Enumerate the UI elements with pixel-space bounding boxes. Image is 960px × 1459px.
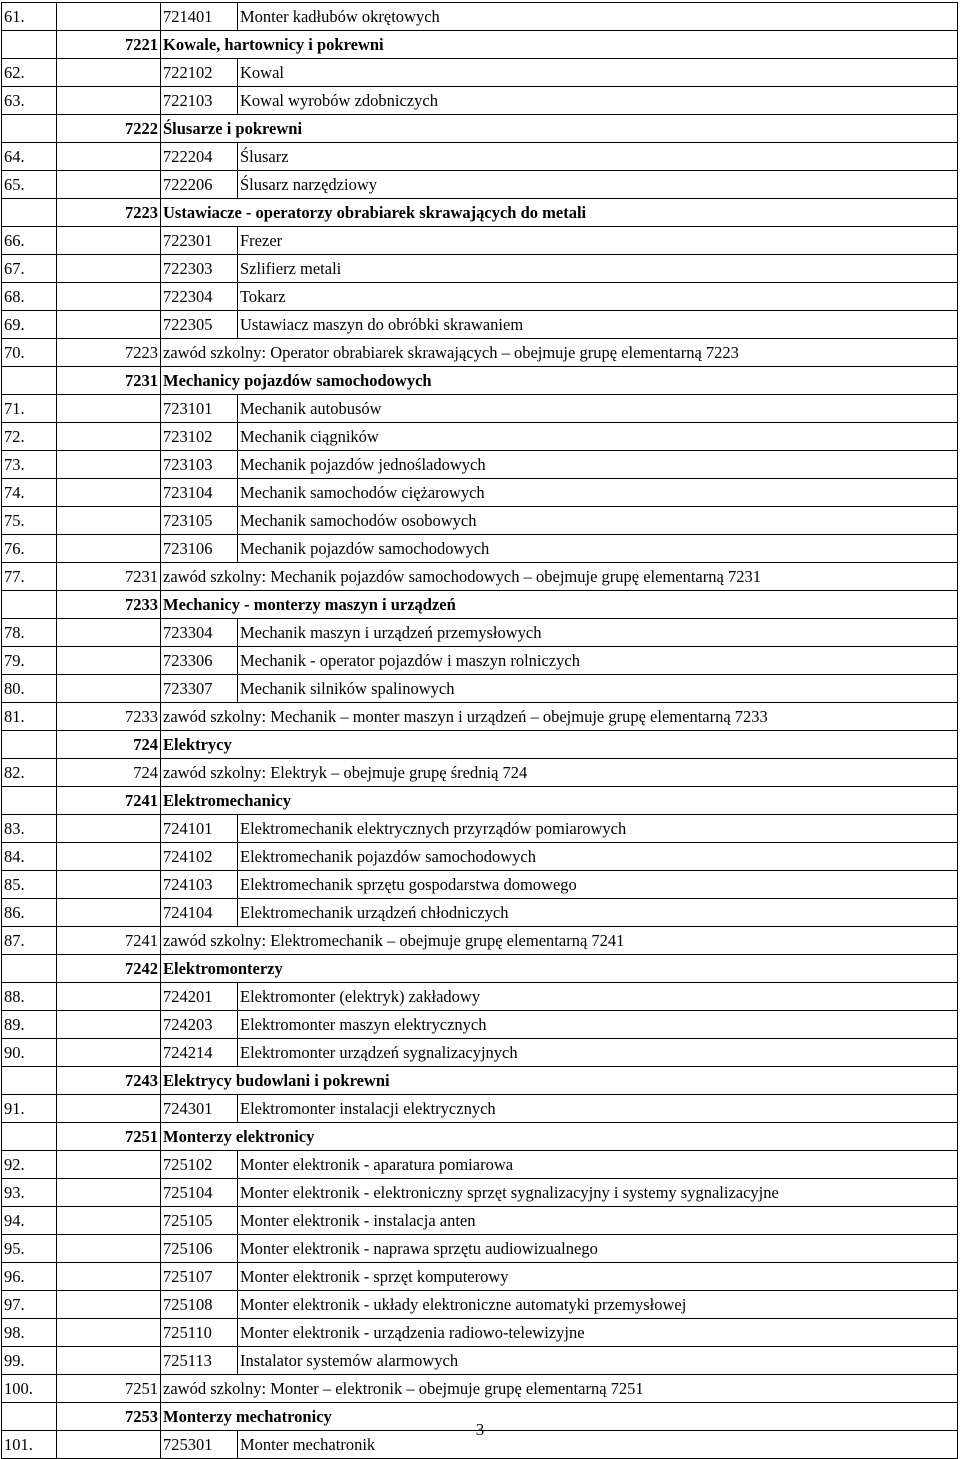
occupation-name-cell: Szlifierz metali bbox=[238, 255, 958, 283]
spacer-cell bbox=[57, 1207, 161, 1235]
occupation-row bbox=[2, 1207, 958, 1235]
occupation-name-cell: Elektromonter urządzeń sygnalizacyjnych bbox=[238, 1039, 958, 1067]
occupation-name-cell: Mechanik autobusów bbox=[238, 395, 958, 423]
occupation-name-cell: Elektromechanik urządzeń chłodniczych bbox=[238, 899, 958, 927]
occupation-row bbox=[2, 3, 958, 31]
occupation-name-cell: Mechanik maszyn i urządzeń przemysłowych bbox=[238, 619, 958, 647]
occupation-code-cell: 725110 bbox=[161, 1319, 238, 1347]
row-number-cell: 78. bbox=[2, 619, 57, 647]
group-header-row bbox=[2, 731, 958, 759]
row-number-cell: 62. bbox=[2, 59, 57, 87]
occupation-row bbox=[2, 647, 958, 675]
spacer-cell bbox=[57, 227, 161, 255]
row-number-cell: 89. bbox=[2, 1011, 57, 1039]
occupation-row bbox=[2, 1235, 958, 1263]
occupation-row bbox=[2, 255, 958, 283]
occupation-code-cell: 722305 bbox=[161, 311, 238, 339]
group-header-row bbox=[2, 787, 958, 815]
occupation-row bbox=[2, 1095, 958, 1123]
row-number-cell: 63. bbox=[2, 87, 57, 115]
spacer-cell bbox=[57, 1011, 161, 1039]
row-number-cell: 71. bbox=[2, 395, 57, 423]
row-number-cell: 67. bbox=[2, 255, 57, 283]
school-occupation-row bbox=[2, 927, 958, 955]
occupation-row bbox=[2, 311, 958, 339]
group-header-row bbox=[2, 591, 958, 619]
spacer-cell bbox=[57, 983, 161, 1011]
group-header-row bbox=[2, 955, 958, 983]
group-code-cell: 7222 bbox=[57, 115, 161, 143]
occupation-name-cell: Mechanik pojazdów jednośladowych bbox=[238, 451, 958, 479]
spacer-cell bbox=[57, 1235, 161, 1263]
group-code-cell: 7241 bbox=[57, 927, 161, 955]
occupation-name-cell: zawód szkolny: Monter – elektronik – obejmuje grupę elementarną 7251 bbox=[161, 1375, 958, 1403]
occupation-name-cell: Ślusarz narzędziowy bbox=[238, 171, 958, 199]
occupation-code-cell: 724101 bbox=[161, 815, 238, 843]
row-number-cell: 94. bbox=[2, 1207, 57, 1235]
spacer-cell bbox=[57, 451, 161, 479]
occupation-code-cell: 723103 bbox=[161, 451, 238, 479]
occupation-code-cell: 721401 bbox=[161, 3, 238, 31]
occupation-row bbox=[2, 1151, 958, 1179]
spacer-cell bbox=[57, 619, 161, 647]
occupation-code-cell: 722303 bbox=[161, 255, 238, 283]
row-number-cell: 73. bbox=[2, 451, 57, 479]
spacer-cell bbox=[57, 1179, 161, 1207]
row-number-cell: 79. bbox=[2, 647, 57, 675]
group-name-cell: Elektromechanicy bbox=[161, 787, 958, 815]
group-code-cell: 7241 bbox=[57, 787, 161, 815]
spacer-cell bbox=[57, 1095, 161, 1123]
occupation-row bbox=[2, 87, 958, 115]
group-name-cell: Ślusarze i pokrewni bbox=[161, 115, 958, 143]
row-number-cell: 70. bbox=[2, 339, 57, 367]
occupation-code-cell: 724203 bbox=[161, 1011, 238, 1039]
row-number-cell bbox=[2, 955, 57, 983]
occupation-code-cell: 725104 bbox=[161, 1179, 238, 1207]
spacer-cell bbox=[57, 143, 161, 171]
row-number-cell: 88. bbox=[2, 983, 57, 1011]
occupation-name-cell: Instalator systemów alarmowych bbox=[238, 1347, 958, 1375]
occupation-row bbox=[2, 1291, 958, 1319]
group-header-row bbox=[2, 367, 958, 395]
occupation-name-cell: Mechanik pojazdów samochodowych bbox=[238, 535, 958, 563]
occupation-name-cell: zawód szkolny: Elektromechanik – obejmuje grupę elementarną 7241 bbox=[161, 927, 958, 955]
school-occupation-row bbox=[2, 1375, 958, 1403]
occupation-code-cell: 724301 bbox=[161, 1095, 238, 1123]
spacer-cell bbox=[57, 507, 161, 535]
row-number-cell: 96. bbox=[2, 1263, 57, 1291]
row-number-cell: 98. bbox=[2, 1319, 57, 1347]
occupation-row bbox=[2, 899, 958, 927]
occupation-code-cell: 724201 bbox=[161, 983, 238, 1011]
occupation-name-cell: zawód szkolny: Mechanik – monter maszyn i urządzeń – obejmuje grupę elementarną 7233 bbox=[161, 703, 958, 731]
group-code-cell: 724 bbox=[57, 731, 161, 759]
group-code-cell: 7221 bbox=[57, 31, 161, 59]
occupation-code-cell: 723102 bbox=[161, 423, 238, 451]
group-name-cell: Mechanicy - monterzy maszyn i urządzeń bbox=[161, 591, 958, 619]
spacer-cell bbox=[57, 1151, 161, 1179]
group-header-row bbox=[2, 1123, 958, 1151]
occupation-code-cell: 725113 bbox=[161, 1347, 238, 1375]
row-number-cell: 65. bbox=[2, 171, 57, 199]
occupation-row bbox=[2, 395, 958, 423]
occupation-row bbox=[2, 619, 958, 647]
occupation-code-cell: 724103 bbox=[161, 871, 238, 899]
group-name-cell: Mechanicy pojazdów samochodowych bbox=[161, 367, 958, 395]
spacer-cell bbox=[57, 283, 161, 311]
group-header-row bbox=[2, 31, 958, 59]
occupation-code-cell: 723104 bbox=[161, 479, 238, 507]
spacer-cell bbox=[57, 255, 161, 283]
row-number-cell bbox=[2, 591, 57, 619]
row-number-cell: 91. bbox=[2, 1095, 57, 1123]
group-header-row bbox=[2, 1067, 958, 1095]
occupation-name-cell: Ślusarz bbox=[238, 143, 958, 171]
spacer-cell bbox=[57, 1039, 161, 1067]
spacer-cell bbox=[57, 479, 161, 507]
row-number-cell bbox=[2, 31, 57, 59]
row-number-cell: 77. bbox=[2, 563, 57, 591]
school-occupation-row bbox=[2, 563, 958, 591]
occupation-name-cell: Mechanik ciągników bbox=[238, 423, 958, 451]
occupation-row bbox=[2, 815, 958, 843]
occupation-code-cell: 722103 bbox=[161, 87, 238, 115]
occupation-row bbox=[2, 507, 958, 535]
row-number-cell bbox=[2, 367, 57, 395]
occupation-name-cell: Kowal bbox=[238, 59, 958, 87]
group-name-cell: Ustawiacze - operatorzy obrabiarek skrawających do metali bbox=[161, 199, 958, 227]
occupation-row bbox=[2, 1319, 958, 1347]
occupation-name-cell: zawód szkolny: Elektryk – obejmuje grupę średnią 724 bbox=[161, 759, 958, 787]
group-code-cell: 7231 bbox=[57, 563, 161, 591]
occupation-row bbox=[2, 1011, 958, 1039]
row-number-cell: 80. bbox=[2, 675, 57, 703]
occupation-code-cell: 722301 bbox=[161, 227, 238, 255]
row-number-cell: 100. bbox=[2, 1375, 57, 1403]
occupation-name-cell: Elektromechanik pojazdów samochodowych bbox=[238, 843, 958, 871]
group-code-cell: 7253 bbox=[57, 1403, 161, 1431]
occupation-row bbox=[2, 423, 958, 451]
row-number-cell: 76. bbox=[2, 535, 57, 563]
row-number-cell: 82. bbox=[2, 759, 57, 787]
spacer-cell bbox=[57, 815, 161, 843]
group-code-cell: 724 bbox=[57, 759, 161, 787]
school-occupation-row bbox=[2, 759, 958, 787]
group-code-cell: 7251 bbox=[57, 1123, 161, 1151]
group-header-row bbox=[2, 199, 958, 227]
row-number-cell bbox=[2, 1067, 57, 1095]
occupation-name-cell: Elektromechanik sprzętu gospodarstwa domowego bbox=[238, 871, 958, 899]
row-number-cell: 93. bbox=[2, 1179, 57, 1207]
occupation-row bbox=[2, 1347, 958, 1375]
occupation-code-cell: 722102 bbox=[161, 59, 238, 87]
occupation-row bbox=[2, 59, 958, 87]
occupation-name-cell: Monter elektronik - układy elektroniczne automatyki przemysłowej bbox=[238, 1291, 958, 1319]
occupation-name-cell: Monter elektronik - sprzęt komputerowy bbox=[238, 1263, 958, 1291]
occupation-name-cell: Monter elektronik - naprawa sprzętu audiowizualnego bbox=[238, 1235, 958, 1263]
spacer-cell bbox=[57, 395, 161, 423]
group-code-cell: 7233 bbox=[57, 591, 161, 619]
row-number-cell: 69. bbox=[2, 311, 57, 339]
page-number: 3 bbox=[475, 1420, 485, 1439]
occupation-name-cell: Mechanik silników spalinowych bbox=[238, 675, 958, 703]
group-name-cell: Elektrycy budowlani i pokrewni bbox=[161, 1067, 958, 1095]
occupation-code-cell: 725102 bbox=[161, 1151, 238, 1179]
row-number-cell: 81. bbox=[2, 703, 57, 731]
spacer-cell bbox=[57, 1347, 161, 1375]
occupation-row bbox=[2, 535, 958, 563]
occupation-row bbox=[2, 451, 958, 479]
spacer-cell bbox=[57, 535, 161, 563]
occupation-name-cell: Frezer bbox=[238, 227, 958, 255]
row-number-cell: 74. bbox=[2, 479, 57, 507]
occupation-name-cell: Monter elektronik - instalacja anten bbox=[238, 1207, 958, 1235]
occupation-row bbox=[2, 227, 958, 255]
group-code-cell: 7251 bbox=[57, 1375, 161, 1403]
occupation-code-cell: 722204 bbox=[161, 143, 238, 171]
occupation-code-cell: 723304 bbox=[161, 619, 238, 647]
occupation-code-cell: 725105 bbox=[161, 1207, 238, 1235]
occupation-code-cell: 724102 bbox=[161, 843, 238, 871]
row-number-cell: 90. bbox=[2, 1039, 57, 1067]
spacer-cell bbox=[57, 311, 161, 339]
group-name-cell: Elektromonterzy bbox=[161, 955, 958, 983]
occupation-code-cell: 723307 bbox=[161, 675, 238, 703]
occupation-row bbox=[2, 479, 958, 507]
row-number-cell bbox=[2, 1123, 57, 1151]
occupation-name-cell: Mechanik samochodów osobowych bbox=[238, 507, 958, 535]
occupation-name-cell: zawód szkolny: Mechanik pojazdów samochodowych – obejmuje grupę elementarną 7231 bbox=[161, 563, 958, 591]
occupation-code-cell: 722304 bbox=[161, 283, 238, 311]
group-name-cell: Kowale, hartownicy i pokrewni bbox=[161, 31, 958, 59]
row-number-cell: 85. bbox=[2, 871, 57, 899]
row-number-cell: 86. bbox=[2, 899, 57, 927]
occupation-code-cell: 724104 bbox=[161, 899, 238, 927]
spacer-cell bbox=[57, 3, 161, 31]
spacer-cell bbox=[57, 843, 161, 871]
occupation-name-cell: zawód szkolny: Operator obrabiarek skrawających – obejmuje grupę elementarną 7223 bbox=[161, 339, 958, 367]
spacer-cell bbox=[57, 87, 161, 115]
spacer-cell bbox=[57, 171, 161, 199]
occupation-name-cell: Elektromonter maszyn elektrycznych bbox=[238, 1011, 958, 1039]
occupation-code-cell: 723306 bbox=[161, 647, 238, 675]
row-number-cell: 66. bbox=[2, 227, 57, 255]
occupation-name-cell: Kowal wyrobów zdobniczych bbox=[238, 87, 958, 115]
group-code-cell: 7243 bbox=[57, 1067, 161, 1095]
row-number-cell bbox=[2, 787, 57, 815]
group-code-cell: 7223 bbox=[57, 199, 161, 227]
occupation-row bbox=[2, 675, 958, 703]
occupation-row bbox=[2, 871, 958, 899]
row-number-cell: 64. bbox=[2, 143, 57, 171]
school-occupation-row bbox=[2, 339, 958, 367]
group-code-cell: 7223 bbox=[57, 339, 161, 367]
spacer-cell bbox=[57, 899, 161, 927]
occupation-code-cell: 724214 bbox=[161, 1039, 238, 1067]
occupation-row bbox=[2, 1263, 958, 1291]
occupation-code-cell: 725108 bbox=[161, 1291, 238, 1319]
occupation-name-cell: Monter elektronik - urządzenia radiowo-telewizyjne bbox=[238, 1319, 958, 1347]
occupation-code-cell: 723101 bbox=[161, 395, 238, 423]
occupation-name-cell: Monter elektronik - aparatura pomiarowa bbox=[238, 1151, 958, 1179]
row-number-cell bbox=[2, 731, 57, 759]
occupation-row bbox=[2, 1039, 958, 1067]
row-number-cell: 92. bbox=[2, 1151, 57, 1179]
group-name-cell: Elektrycy bbox=[161, 731, 958, 759]
occupation-table bbox=[1, 2, 958, 1459]
group-name-cell: Monterzy mechatronicy bbox=[161, 1403, 958, 1431]
occupation-code-cell: 725301 bbox=[161, 1431, 238, 1459]
occupation-code-cell: 722206 bbox=[161, 171, 238, 199]
occupation-name-cell: Monter elektronik - elektroniczny sprzęt sygnalizacyjny i systemy sygnalizacyjne bbox=[238, 1179, 958, 1207]
occupation-name-cell: Mechanik samochodów ciężarowych bbox=[238, 479, 958, 507]
spacer-cell bbox=[57, 871, 161, 899]
spacer-cell bbox=[57, 59, 161, 87]
group-name-cell: Monterzy elektronicy bbox=[161, 1123, 958, 1151]
occupation-name-cell: Monter kadłubów okrętowych bbox=[238, 3, 958, 31]
spacer-cell bbox=[57, 1319, 161, 1347]
occupation-name-cell: Monter mechatronik bbox=[238, 1431, 958, 1459]
occupation-code-cell: 723106 bbox=[161, 535, 238, 563]
occupation-name-cell: Ustawiacz maszyn do obróbki skrawaniem bbox=[238, 311, 958, 339]
spacer-cell bbox=[57, 675, 161, 703]
row-number-cell: 75. bbox=[2, 507, 57, 535]
occupation-row bbox=[2, 843, 958, 871]
occupation-row bbox=[2, 983, 958, 1011]
occupation-row bbox=[2, 283, 958, 311]
row-number-cell: 84. bbox=[2, 843, 57, 871]
group-code-cell: 7242 bbox=[57, 955, 161, 983]
row-number-cell: 72. bbox=[2, 423, 57, 451]
occupation-name-cell: Elektromonter instalacji elektrycznych bbox=[238, 1095, 958, 1123]
spacer-cell bbox=[57, 423, 161, 451]
occupation-code-cell: 723105 bbox=[161, 507, 238, 535]
group-code-cell: 7231 bbox=[57, 367, 161, 395]
group-header-row bbox=[2, 115, 958, 143]
occupation-name-cell: Mechanik - operator pojazdów i maszyn rolniczych bbox=[238, 647, 958, 675]
occupation-row bbox=[2, 171, 958, 199]
occupation-name-cell: Elektromechanik elektrycznych przyrządów pomiarowych bbox=[238, 815, 958, 843]
row-number-cell: 61. bbox=[2, 3, 57, 31]
row-number-cell: 97. bbox=[2, 1291, 57, 1319]
school-occupation-row bbox=[2, 703, 958, 731]
occupation-row bbox=[2, 143, 958, 171]
spacer-cell bbox=[57, 1263, 161, 1291]
occupation-row bbox=[2, 1179, 958, 1207]
row-number-cell: 101. bbox=[2, 1431, 57, 1459]
spacer-cell bbox=[57, 1291, 161, 1319]
row-number-cell bbox=[2, 199, 57, 227]
group-code-cell: 7233 bbox=[57, 703, 161, 731]
occupation-table-body bbox=[2, 3, 958, 1459]
occupation-name-cell: Tokarz bbox=[238, 283, 958, 311]
row-number-cell: 83. bbox=[2, 815, 57, 843]
occupation-code-cell: 725106 bbox=[161, 1235, 238, 1263]
occupation-code-cell: 725107 bbox=[161, 1263, 238, 1291]
spacer-cell bbox=[57, 647, 161, 675]
row-number-cell: 99. bbox=[2, 1347, 57, 1375]
row-number-cell: 87. bbox=[2, 927, 57, 955]
row-number-cell bbox=[2, 115, 57, 143]
row-number-cell: 68. bbox=[2, 283, 57, 311]
occupation-name-cell: Elektromonter (elektryk) zakładowy bbox=[238, 983, 958, 1011]
row-number-cell: 95. bbox=[2, 1235, 57, 1263]
